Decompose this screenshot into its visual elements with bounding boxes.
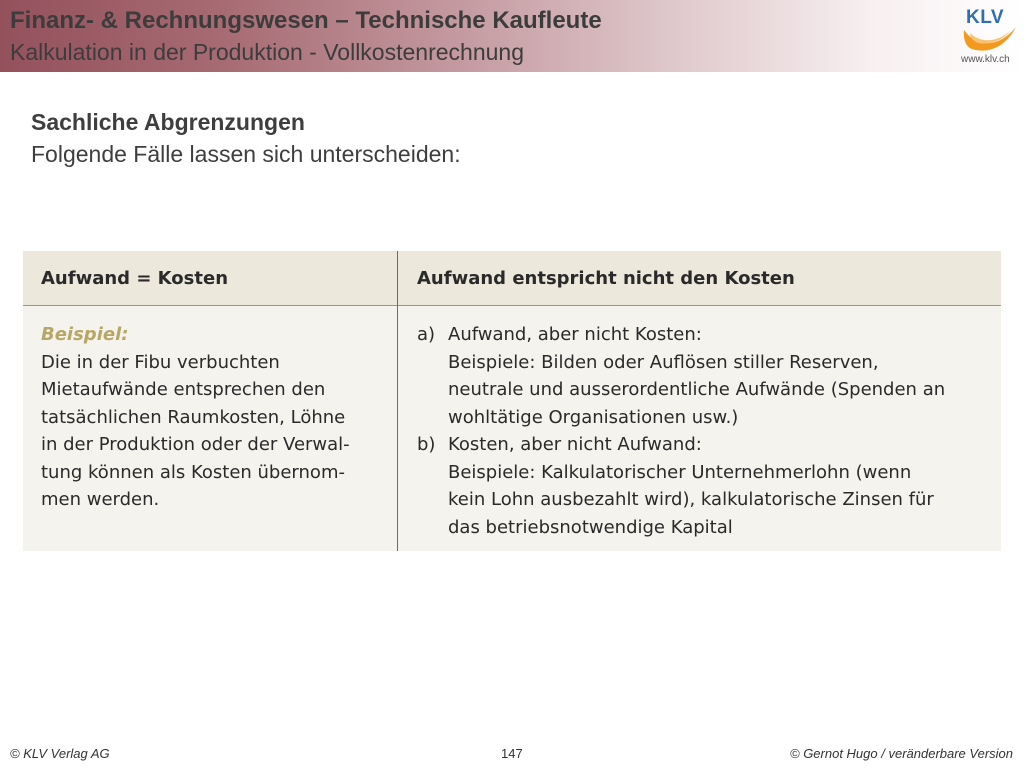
left-line: Mietaufwände entsprechen den <box>41 379 326 400</box>
item-marker: a) <box>417 324 436 345</box>
footer-copyright: © KLV Verlag AG <box>10 746 110 761</box>
logo-url: www.klv.ch <box>961 54 1010 65</box>
list-item-a <box>417 321 945 431</box>
item-lines <box>448 431 945 541</box>
left-line: in der Produktion oder der Verwal- <box>41 434 350 455</box>
item-line: Aufwand, aber nicht Kosten: <box>448 324 702 345</box>
comparison-table <box>23 251 1001 551</box>
left-line: men werden. <box>41 489 160 510</box>
section-title: Sachliche Abgrenzungen <box>31 109 305 135</box>
table-header-right: Aufwand entspricht nicht den Kosten <box>417 268 795 289</box>
header-banner <box>0 0 1024 72</box>
item-line: kein Lohn ausbezahlt wird), kalkulatorische Zinsen für <box>448 489 934 510</box>
item-marker: b) <box>417 434 436 455</box>
example-label: Beispiel: <box>41 324 129 345</box>
header-subtitle: Kalkulation in der Produktion - Vollkostenrechnung <box>10 39 524 65</box>
left-line: tatsächlichen Raumkosten, Löhne <box>41 406 346 428</box>
right-cell <box>417 321 945 541</box>
table-header-row <box>23 251 1001 306</box>
left-line: Die in der Fibu verbuchten <box>41 351 280 373</box>
header-title: Finanz- & Rechnungswesen – Technische Kaufleute <box>10 7 602 34</box>
item-line: das betriebsnotwendige Kapital <box>448 516 733 538</box>
left-line: tung können als Kosten übernom- <box>41 461 345 483</box>
column-divider <box>397 251 398 551</box>
logo-text: KLV <box>966 7 1005 28</box>
item-line: Beispiele: Kalkulatorischer Unternehmerlohn (wenn <box>448 461 912 483</box>
table-header-left: Aufwand = Kosten <box>41 268 229 289</box>
list-item-b <box>417 431 945 541</box>
item-line: Beispiele: Bilden oder Auflösen stiller Reserven, <box>448 351 879 373</box>
section-intro: Folgende Fälle lassen sich unterscheiden: <box>31 141 461 167</box>
item-line: wohltätige Organisationen usw.) <box>448 406 739 428</box>
item-line: neutrale und ausserordentliche Aufwände (Spenden an <box>448 379 946 400</box>
page-number: 147 <box>501 746 523 761</box>
footer-author: © Gernot Hugo / veränderbare Version <box>790 746 1013 761</box>
item-line: Kosten, aber nicht Aufwand: <box>448 434 702 455</box>
item-lines <box>448 321 945 431</box>
left-cell <box>41 321 350 514</box>
klv-logo <box>958 3 1020 69</box>
